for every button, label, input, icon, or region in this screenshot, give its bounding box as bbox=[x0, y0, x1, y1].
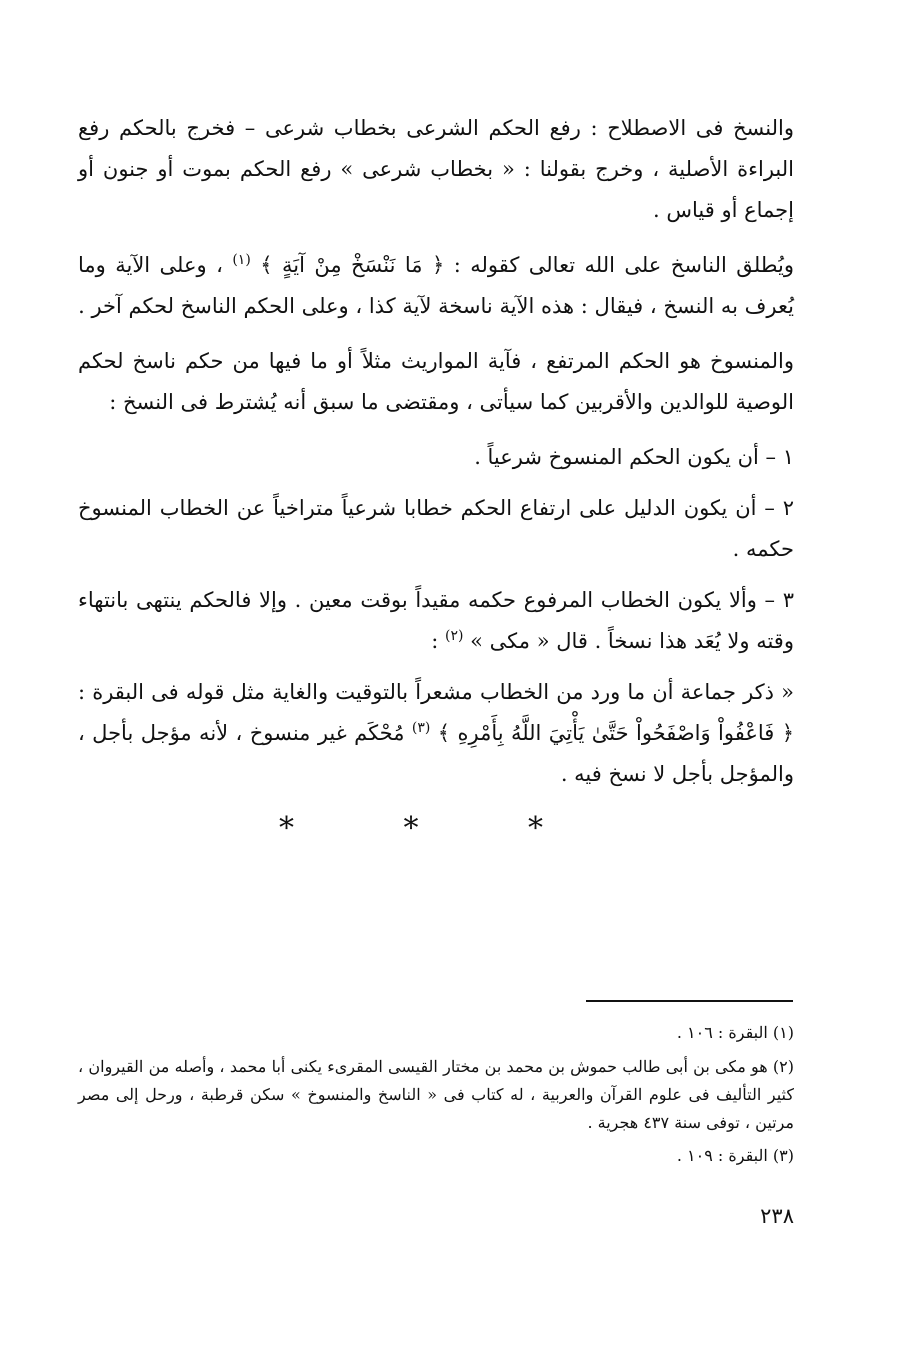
condition-text: : bbox=[431, 629, 439, 653]
paragraph-text: ويُطلق الناسخ على الله تعالى كقوله : bbox=[453, 253, 794, 277]
paragraph-text: ، وعلى الآية وما يُعرف به النسخ ، فيقال : هذه الآية ناسخة لآية كذا ، وعلى الحكم الناسخ لحكم آخر . bbox=[78, 253, 794, 318]
footnotes bbox=[78, 1018, 794, 1176]
paragraph-text: والمنسوخ هو الحكم المرتفع ، فآية المواريث مثلاً أو ما فيها من حكم ناسخ لحكم الوصية للوالدين والأقربين كما سيأتى ، ومقتضى ما سبق أنه يُشترط فى النسخ : bbox=[78, 349, 794, 414]
main-text bbox=[78, 108, 794, 849]
condition-1 bbox=[78, 437, 794, 478]
paragraph-mansukh bbox=[78, 341, 794, 423]
footnote-divider bbox=[586, 1000, 793, 1002]
condition-text: ٢ – أن يكون الدليل على ارتفاع الحكم خطابا شرعياً متراخياً عن الخطاب المنسوخ حكمه . bbox=[78, 496, 794, 561]
quote-text: مُحْكَم غير منسوخ ، لأنه مؤجل بأجل ، والمؤجل بأجل لا نسخ فيه . bbox=[78, 721, 794, 786]
paragraph-text: والنسخ فى الاصطلاح : رفع الحكم الشرعى بخطاب شرعى – فخرج بالحكم رفع البراءة الأصلية ، وخرج بقولنا : « بخطاب شرعى » رفع الحكم بموت أو جنون أو إجماع أو قياس . bbox=[78, 116, 794, 222]
footnote-ref[interactable]: (٢) bbox=[444, 628, 464, 644]
quote-text: « ذكر جماعة أن ما ورد من الخطاب مشعراً بالتوقيت والغاية مثل قوله فى البقرة : bbox=[78, 680, 794, 704]
quotation-paragraph bbox=[78, 672, 794, 795]
footnote-2: (٢) هو مكى بن أبى طالب حموش بن محمد بن مختار القيسى المقرىء يكنى أبا محمد ، وأصله من القيروان ، كثير التأليف فى علوم القرآن والعربية ، له كتاب فى « الناسخ والمنسوخ » سكن قرطبة ، ورحل إلى مصر مرتين ، توفى سنة ٤٣٧ هجرية . bbox=[78, 1057, 794, 1132]
condition-text: ٣ – وألا يكون الخطاب المرفوع حكمه مقيداً بوقت معين . وإلا فالحكم ينتهى بانتهاء وقته ولا يُعَد هذا نسخاً . قال « مكى » bbox=[78, 588, 794, 653]
page-number: ٢٣٨ bbox=[760, 1204, 794, 1228]
section-separator: * * * bbox=[278, 811, 594, 846]
condition-text: ١ – أن يكون الحكم المنسوخ شرعياً . bbox=[474, 445, 794, 469]
paragraph-nasikh bbox=[78, 245, 794, 327]
footnote-ref[interactable]: (١) bbox=[232, 252, 251, 268]
paragraph-naskh-definition bbox=[78, 108, 794, 231]
condition-3 bbox=[78, 580, 794, 662]
footnote-ref[interactable]: (٣) bbox=[411, 720, 431, 736]
footnote-1: (١) البقرة : ١٠٦ . bbox=[676, 1023, 794, 1042]
condition-2 bbox=[78, 488, 794, 570]
quran-verse: ﴿ فَاعْفُواْ وَاصْفَحُواْ حَتَّىٰ يَأْتِيَ اللَّهُ بِأَمْرِهِ ﴾ bbox=[437, 721, 795, 745]
footnote-3: (٣) البقرة : ١٠٩ . bbox=[676, 1146, 794, 1165]
quran-verse: ﴿ مَا نَنْسَخْ مِنْ آيَةٍ ﴾ bbox=[260, 253, 445, 277]
